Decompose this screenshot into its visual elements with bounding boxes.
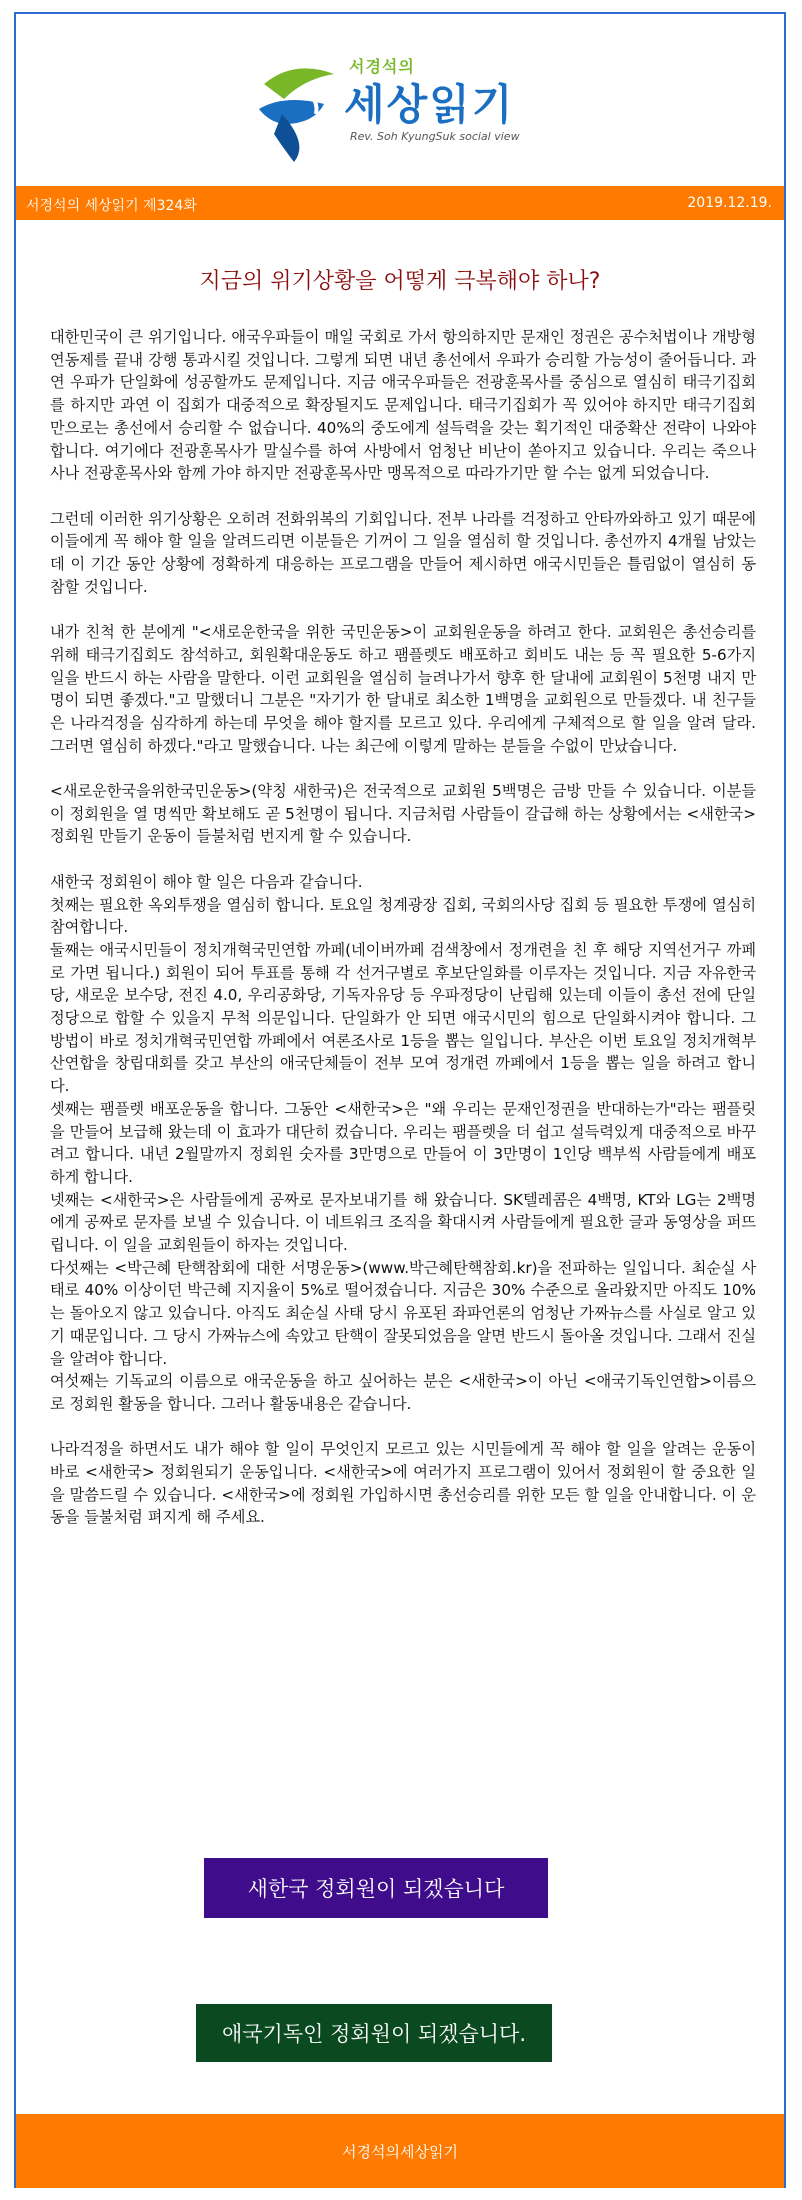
issue-header-bar: [16, 186, 784, 220]
paragraph: 나라걱정을 하면서도 내가 해야 할 일이 무엇인지 모르고 있는 시민들에게 꼭 해야 할 일을 알려는 운동이 바로 <새한국> 정회원되기 운동입니다. <새한국>에 여러가지 프로그램이 있어서 정회원이 할 중요한 일을 말씀드릴 수 있습니다. <새한국>에 정회원 가입하시면 총선승리를 위한 모든 할 일을 안내합니다. 이 운동을 들불처럼 펴지게 해 주세요.: [50, 1440, 756, 1527]
logo[interactable]: [254, 54, 594, 164]
article-body: [50, 326, 756, 1552]
header-logo-area: [16, 14, 784, 184]
footer-bar: [16, 2114, 784, 2188]
logo-subtitle-text: Rev. Soh KyungSuk social view: [350, 130, 520, 143]
logo-small-text: 서경석의: [349, 57, 415, 76]
logo-title-text: 세상읽기: [344, 80, 515, 129]
footer-text[interactable]: 서경석의세상읽기: [342, 2142, 458, 2161]
article-title: 지금의 위기상황을 어떻게 극복해야 하나?: [199, 269, 601, 294]
paragraph: 그런데 이러한 위기상황은 오히려 전화위복의 기회입니다. 전부 나라를 걱정하고 안타까와하고 있기 때문에 이들에게 꼭 해야 할 일을 알려드리면 이분들은 기꺼이 그 일을 열심히 할 것입니다. 총선까지 4개월 남았는데 이 기간 동안 상황에 정확하게 대응하는 프로그램을 만들어 제시하면 애국시민들은 틀림없이 열심히 동참할 것입니다.: [50, 509, 756, 596]
join-christian-button[interactable]: 애국기독인 정회원이 되겠습니다.: [196, 2004, 552, 2062]
paragraph: 내가 친척 한 분에게 "<새로운한국을 위한 국민운동>이 교회원운동을 하려고 한다. 교회원은 총선승리를 위해 태극기집회도 참석하고, 회원확대운동도 하고 팸플렛도 배포하고 회비도 내는 등 꼭 필요한 5-6가지 일을 반드시 하는 사람을 말한다. 이런 교회원을 열심히 늘려나가서 향후 한 달내에 교회원이 5천명 내지 만명이 되면 좋겠다."고 말했더니 그분은 "자기가 한 달내로 최소한 1백명을 교회원으로 만들겠다. 내 친구들은 나라걱정을 심각하게 하는데 무엇을 해야 할지를 모르고 있다. 우리에게 구체적으로 할 일을 알려 달라. 그러면 열심히 하겠다."라고 말했습니다. 나는 최근에 이렇게 말하는 분들을 수없이 만났습니다.: [50, 623, 756, 755]
issue-date: 2019.12.19.: [687, 195, 772, 211]
logo-mark-icon: [254, 54, 354, 164]
join-new-korea-button[interactable]: 새한국 정회원이 되겠습니다: [204, 1858, 548, 1918]
paragraph: <새로운한국을위한국민운동>(약칭 새한국)은 전국적으로 교회원 5백명은 금방 만들 수 있습니다. 이분들이 정회원을 열 명씩만 확보해도 곧 5천명이 됩니다. 지금처럼 사람들이 갈급해 하는 상황에서는 <새한국>정회원 만들기 운동이 들불처럼 번지게 할 수 있습니다.: [50, 782, 756, 846]
paragraph: 대한민국이 큰 위기입니다. 애국우파들이 매일 국회로 가서 항의하지만 문재인 정권은 공수처법이나 개방형 연동제를 끝내 강행 통과시킬 것입니다. 그렇게 되면 내년 총선에서 우파가 승리할 가능성이 줄어듭니다. 과연 우파가 단일화에 성공할까도 문제입니다. 지금 애국우파들은 전광훈목사를 중심으로 열심히 태극기집회를 하지만 과연 이 집회가 대중적으로 확장될지도 문제입니다. 태극기집회가 꼭 있어야 하지만 태극기집회 만으로는 총선에서 승리할 수 없습니다. 40%의 중도에게 설득력을 갖는 획기적인 대중확산 전략이 나와야 합니다. 여기에다 전광훈목사가 말실수를 하여 사방에서 엄청난 비난이 쏟아지고 있습니다. 우리는 죽으나 사나 전광훈목사와 함께 가야 하지만 전광훈목사만 맹목적으로 따라가기만 할 수는 없게 되었습니다.: [50, 328, 756, 483]
newsletter-frame: [14, 12, 786, 2188]
issue-label: 서경석의 세상읽기 제324화: [26, 198, 197, 214]
paragraph-list: 새한국 정회원이 해야 할 일은 다음과 같습니다. 첫째는 필요한 옥외투쟁을 열심히 합니다. 토요일 청계광장 집회, 국회의사당 집회 등 필요한 투쟁에 열심히 참여합니다. 둘째는 애국시민들이 정치개혁국민연합 까페(네이버까페 검색창에서 정개련을 친 후 해당 지역선거구 까페로 가면 됩니다.) 회원이 되어 투표를 통해 각 선거구별로 후보단일화를 이루자는 것입니다. 지금 자유한국당, 새로운 보수당, 전진 4.0, 우리공화당, 기독자유당 등 우파정당이 난립해 있는데 이들이 총선 전에 단일정당으로 합할 수 있을지 무척 의문입니다. 단일화가 안 되면 애국시민의 힘으로 단일화시켜야 합니다. 그 방법이 바로 정치개혁국민연합 까페에서 여론조사로 1등을 뽑는 일입니다. 부산은 이번 토요일 정치개혁부산연합을 창립대회를 갖고 부산의 애국단체들이 전부 모여 정개련 까페에서 1등을 뽑는 일을 하려고 합니다. 셋째는 팸플렛 배포운동을 합니다. 그동안 <새한국>은 "왜 우리는 문재인정권을 반대하는가"라는 팸플릿을 만들어 보급해 왔는데 이 효과가 대단히 컸습니다. 우리는 팸플렛을 더 쉽고 설득력있게 대중적으로 바꾸려고 합니다. 내년 2월말까지 정회원 숫자를 3만명으로 만들어 이 3만명이 1인당 백부씩 사람들에게 배포하게 합니다. 넷째는 <새한국>은 사람들에게 공짜로 문자보내기를 해 왔습니다. SK텔레콤은 4백명, KT와 LG는 2백명에게 공짜로 문자를 보낼 수 있습니다. 이 네트워크 조직을 확대시켜 사람들에게 필요한 글과 동영상을 퍼뜨립니다. 이 일을 교회원들이 하자는 것입니다. 다섯째는 <박근혜 탄핵참회에 대한 서명운동>(www.박근혜탄핵참회.kr)을 전파하는 일입니다. 최순실 사태로 40% 이상이던 박근혜 지지율이 5%로 떨어졌습니다. 지금은 30% 수준으로 올라왔지만 아직도 10%는 돌아오지 않고 있습니다. 아직도 최순실 사태 당시 유포된 좌파언론의 엄청난 가짜뉴스를 사실로 알고 있기 때문입니다. 그 당시 가짜뉴스에 속았고 탄핵이 잘못되었음을 알면 반드시 돌아올 것입니다. 그래서 진실을 알려야 합니다. 여섯째는 기독교의 이름으로 애국운동을 하고 싶어하는 분은 <새한국>이 아닌 <애국기독인연합>이름으로 정회원 활동을 합니다. 그러나 활동내용은 같습니다.: [50, 872, 756, 1413]
